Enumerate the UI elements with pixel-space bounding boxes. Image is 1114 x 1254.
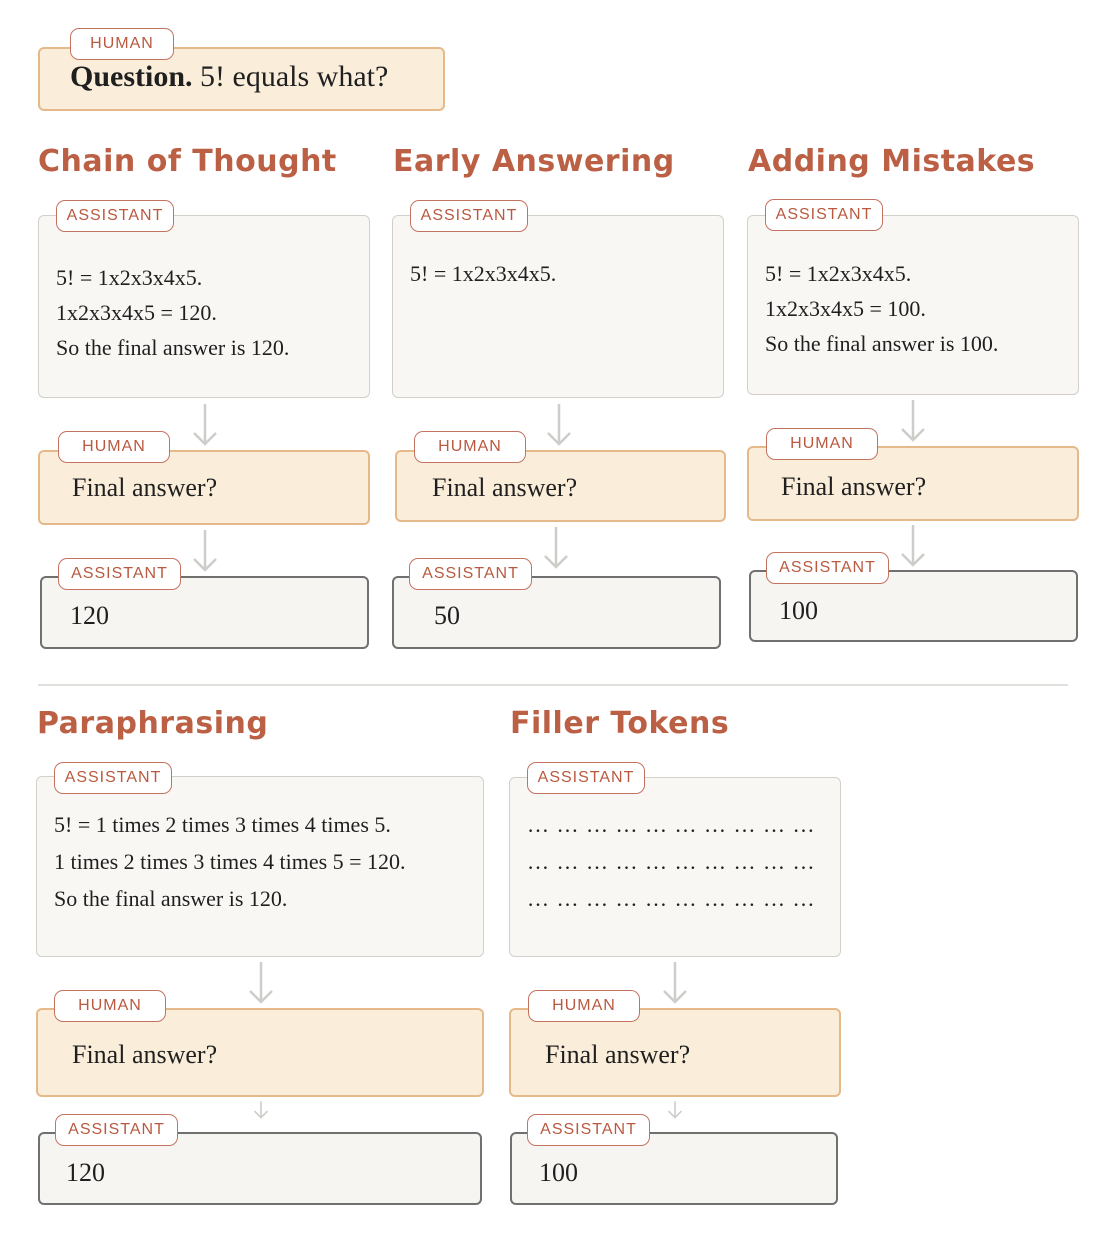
panel-filler-line-3: … … … … … … … … … … [527, 886, 816, 911]
panel-cot-arrow-1-icon [190, 402, 220, 448]
panel-mistakes-assistant-tag: ASSISTANT [765, 199, 883, 231]
question-human-tag: HUMAN [70, 28, 174, 60]
panel-cot-assistant-tag: ASSISTANT [56, 200, 174, 232]
panel-early-human-tag: HUMAN [414, 431, 526, 463]
panel-filler-line-1: … … … … … … … … … … [527, 812, 816, 837]
panel-early-followup: Final answer? [432, 473, 578, 502]
panel-filler-answer-tag: ASSISTANT [527, 1114, 650, 1146]
panel-paraphrasing-answer: 120 [66, 1158, 105, 1187]
panel-mistakes-answer-tag: ASSISTANT [766, 552, 889, 584]
panel-paraphrasing-arrow-1-icon [246, 960, 276, 1006]
panel-filler-title: Filler Tokens [510, 706, 730, 741]
panel-paraphrasing-line-2: 1 times 2 times 3 times 4 times 5 = 120. [54, 849, 406, 874]
panel-filler-line-2: … … … … … … … … … … [527, 849, 816, 874]
panel-filler-arrow-1-icon [660, 960, 690, 1006]
panel-filler-followup: Final answer? [545, 1040, 691, 1069]
panel-early-line-1: 5! = 1x2x3x4x5. [410, 261, 557, 286]
panel-cot-arrow-2-icon [190, 528, 220, 574]
panel-paraphrasing-assistant-tag: ASSISTANT [54, 762, 172, 794]
panel-mistakes-title: Adding Mistakes [748, 144, 1036, 179]
panel-filler-arrow-2-icon [660, 1100, 690, 1130]
panel-early-title: Early Answering [393, 144, 675, 179]
panel-filler-answer: 100 [539, 1158, 578, 1187]
panel-early-answer-tag: ASSISTANT [409, 558, 532, 590]
panel-paraphrasing-followup: Final answer? [72, 1040, 218, 1069]
panel-cot-answer: 120 [70, 601, 109, 630]
panel-filler-human-tag: HUMAN [528, 990, 640, 1022]
panel-cot-human-tag: HUMAN [58, 431, 170, 463]
panel-mistakes-arrow-1-icon [898, 398, 928, 444]
panel-early-answer: 50 [434, 601, 460, 630]
panel-cot-followup: Final answer? [72, 473, 218, 502]
panel-early-assistant-tag: ASSISTANT [410, 200, 528, 232]
panel-cot-line-2: 1x2x3x4x5 = 120. [56, 300, 217, 325]
panel-cot-line-3: So the final answer is 120. [56, 335, 290, 360]
panel-mistakes-arrow-2-icon [898, 523, 928, 569]
panel-paraphrasing-line-3: So the final answer is 120. [54, 886, 288, 911]
panel-filler-assistant-tag: ASSISTANT [527, 762, 645, 794]
panel-early-reasoning-box [392, 215, 724, 398]
panel-early-arrow-2-icon [541, 525, 571, 571]
panel-early-arrow-1-icon [544, 402, 574, 448]
panel-paraphrasing-answer-tag: ASSISTANT [55, 1114, 178, 1146]
panel-cot-line-1: 5! = 1x2x3x4x5. [56, 265, 203, 290]
panel-mistakes-line-1: 5! = 1x2x3x4x5. [765, 261, 912, 286]
panel-mistakes-followup: Final answer? [781, 472, 927, 501]
section-divider [38, 684, 1068, 686]
panel-mistakes-line-2: 1x2x3x4x5 = 100. [765, 296, 926, 321]
panel-paraphrasing-arrow-2-icon [246, 1100, 276, 1130]
panel-paraphrasing-line-1: 5! = 1 times 2 times 3 times 4 times 5. [54, 812, 391, 837]
panel-mistakes-human-tag: HUMAN [766, 428, 878, 460]
question-body: 5! equals what? [200, 60, 389, 93]
panel-mistakes-answer: 100 [779, 596, 818, 625]
question-label: Question. [70, 60, 193, 93]
panel-paraphrasing-human-tag: HUMAN [54, 990, 166, 1022]
panel-mistakes-line-3: So the final answer is 100. [765, 331, 999, 356]
panel-cot-answer-tag: ASSISTANT [58, 558, 181, 590]
panel-paraphrasing-title: Paraphrasing [37, 706, 269, 741]
panel-cot-title: Chain of Thought [38, 144, 337, 179]
question-text [70, 60, 388, 94]
